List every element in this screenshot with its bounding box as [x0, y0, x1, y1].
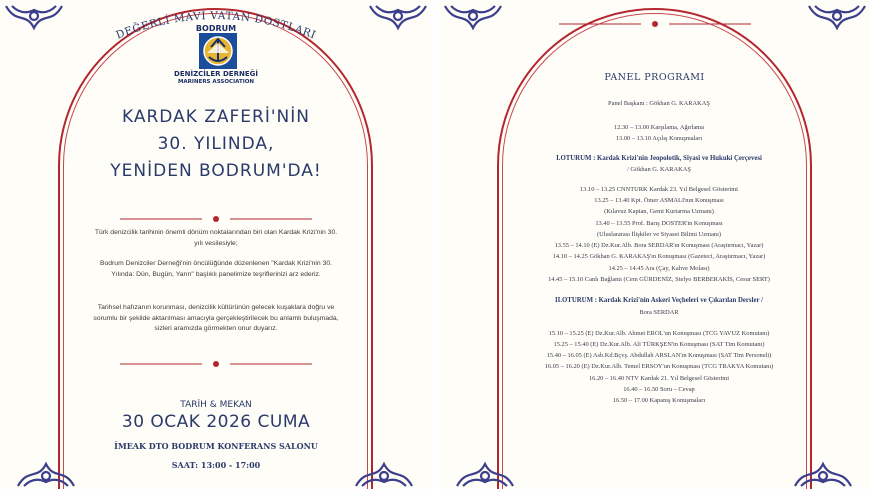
- program-line: Panel Başkanı : Gökhan G. KARAKAŞ: [608, 100, 710, 107]
- program-line: 13.55 – 14.10 (E) Dz.Kur.Alb. Bora SERDAR'ın Konuşması (Araştırmacı, Yazar): [554, 242, 764, 249]
- arch-frame-inner: [502, 13, 807, 489]
- program-line: 16.50 – 17.00 Kapanış Konuşmaları: [612, 397, 706, 404]
- panel-program-title: PANEL PROGRAMI: [604, 72, 705, 83]
- event-time: SAAT: 13:00 - 17:00: [171, 460, 261, 470]
- program-line: (Kılavuz Kaptan, Gemi Kurtarma Uzmanı): [604, 208, 714, 215]
- logo-sub-text-en: MARINERS ASSOCIATION: [177, 79, 255, 85]
- program-line: 15.40 – 16.05 (E) Asb.Kd.Bçvş. Abdullah ARSLAN'ın Konuşması (SAT Tim Personeli): [546, 352, 772, 359]
- ornament-corner-icon: [2, 2, 66, 36]
- ornament-corner-icon: [805, 2, 869, 36]
- program-page: [439, 0, 870, 489]
- date-venue-label: TARİH & MEKAN: [180, 400, 252, 410]
- program-line: 12.30 – 13.00 Karşılama, Ağırlama: [614, 124, 704, 131]
- program-line: 13.25 – 13.40 Kpt. Ömer ASMALI'nın Konuşması: [594, 197, 724, 204]
- ornament-corner-icon: [791, 456, 855, 489]
- program-line: 14.25 – 14.45 Ara (Çay, Kahve Molası): [608, 265, 710, 272]
- headline-line-3: YENİDEN BODRUM'DA!: [110, 161, 322, 181]
- session-heading: II.OTURUM : Kardak Krizi'nin Askeri Veçheleri ve Çıkarılan Dersler /: [555, 297, 763, 304]
- program-line: 15.10 – 15.25 (E) Dz.Kur.Alb. Ahmet EROL'un Konuşması (TCG YAVUZ Komutanı): [548, 330, 770, 337]
- arc-title-text: DEĞERLİ MAVİ VATAN DOSTLARI: [114, 9, 318, 42]
- ornament-corner-icon: [352, 456, 416, 489]
- divider-ornament-icon: [120, 209, 312, 219]
- invite-paragraph: Bodrum Denizciler Derneği'nin öncülüğünde düzenlenen "Kardak Krizi'nin 30. Yılında: Dün, Bugün, Yarın" başlıklı panelimize teşriflerinizi arz ederiz.: [99, 260, 333, 278]
- ornament-corner-icon: [441, 2, 505, 36]
- headline-line-1: KARDAK ZAFERİ'NİN: [121, 107, 310, 127]
- ornament-corner-icon: [366, 2, 430, 36]
- program-line: 16.40 – 16.50 Soru – Cevap: [623, 386, 695, 393]
- event-date: 30 OCAK 2026 CUMA: [121, 412, 311, 432]
- intro-paragraph: Türk denizcilik tarihinin önemli dönüm noktalarından biri olan Kardak Krizi'nin 30. yılı vesilesiyle;: [94, 229, 338, 247]
- program-line: (Uluslararası İlişkiler ve Siyaset Bilimi Uzmanı): [596, 231, 722, 238]
- ornament-corner-icon: [14, 456, 78, 489]
- program-line: 13.10 – 13.25 CNNTURK Kardak 23. Yıl Belgesel Gösterimi: [580, 186, 738, 193]
- program-line: Bora SERDAR: [639, 309, 679, 316]
- invitation-page: [0, 0, 431, 489]
- session-heading: I.OTURUM : Kardak Krizi'nin Jeopolotik, Siyasi ve Hukuki Çerçevesi: [556, 155, 762, 162]
- event-venue: İMEAK DTO BODRUM KONFERANS SALONU: [114, 441, 318, 451]
- ornament-corner-icon: [453, 456, 517, 489]
- program-line: 14.45 – 15.10 Canlı Bağlantı (Cem GÜRDENİZ, Stelyo BERBERAKİS, Cesur SERT): [548, 276, 770, 283]
- program-line: 13.00 – 13.10 Açılış Konuşmaları: [615, 135, 703, 142]
- program-line: 14.10 – 14.25 Gökhan G. KARAKAŞ'ın Konuşması (Gazeteci, Araştırmacı, Yazar): [552, 253, 766, 260]
- program-line: 16.20 – 16.40 NTV Kardak 21. Yıl Belgesel Gösterimi: [588, 375, 730, 382]
- program-line: 13.40 – 13.55 Prof. Barış DOSTER'in Konuşması: [595, 220, 723, 227]
- logo-sub-text: DENİZCİLER DERNEĞİ: [174, 70, 258, 78]
- logo-top-text: BODRUM: [195, 24, 237, 33]
- program-line: 16.05 – 16.20 (E) Dz.Kur.Alb. Temel ERSOY'un Konuşması (TCG TRAKYA Komutanı): [544, 363, 774, 370]
- divider-ornament-icon: [120, 354, 312, 364]
- closing-paragraph: Tarihsel hafızanın korunması, denizcilik kültürünün gelecek kuşaklara doğru ve sorumlu bir şekilde aktarılması amacıyla gerçekleştirilecek bu anlamlı buluşmada, sizleri aramızda görmekten onur duyarız.: [93, 304, 339, 332]
- headline-line-2: 30. YILINDA,: [157, 134, 275, 154]
- divider-ornament-icon: [559, 14, 751, 24]
- program-line: / Gökhan G. KARAKAŞ: [627, 166, 691, 173]
- program-line: 15.25 – 15.40 (E) Dz.Kur.Alb. Ali TÜRKŞEN'in Konuşması (SAT Tim Komutanı): [553, 341, 765, 348]
